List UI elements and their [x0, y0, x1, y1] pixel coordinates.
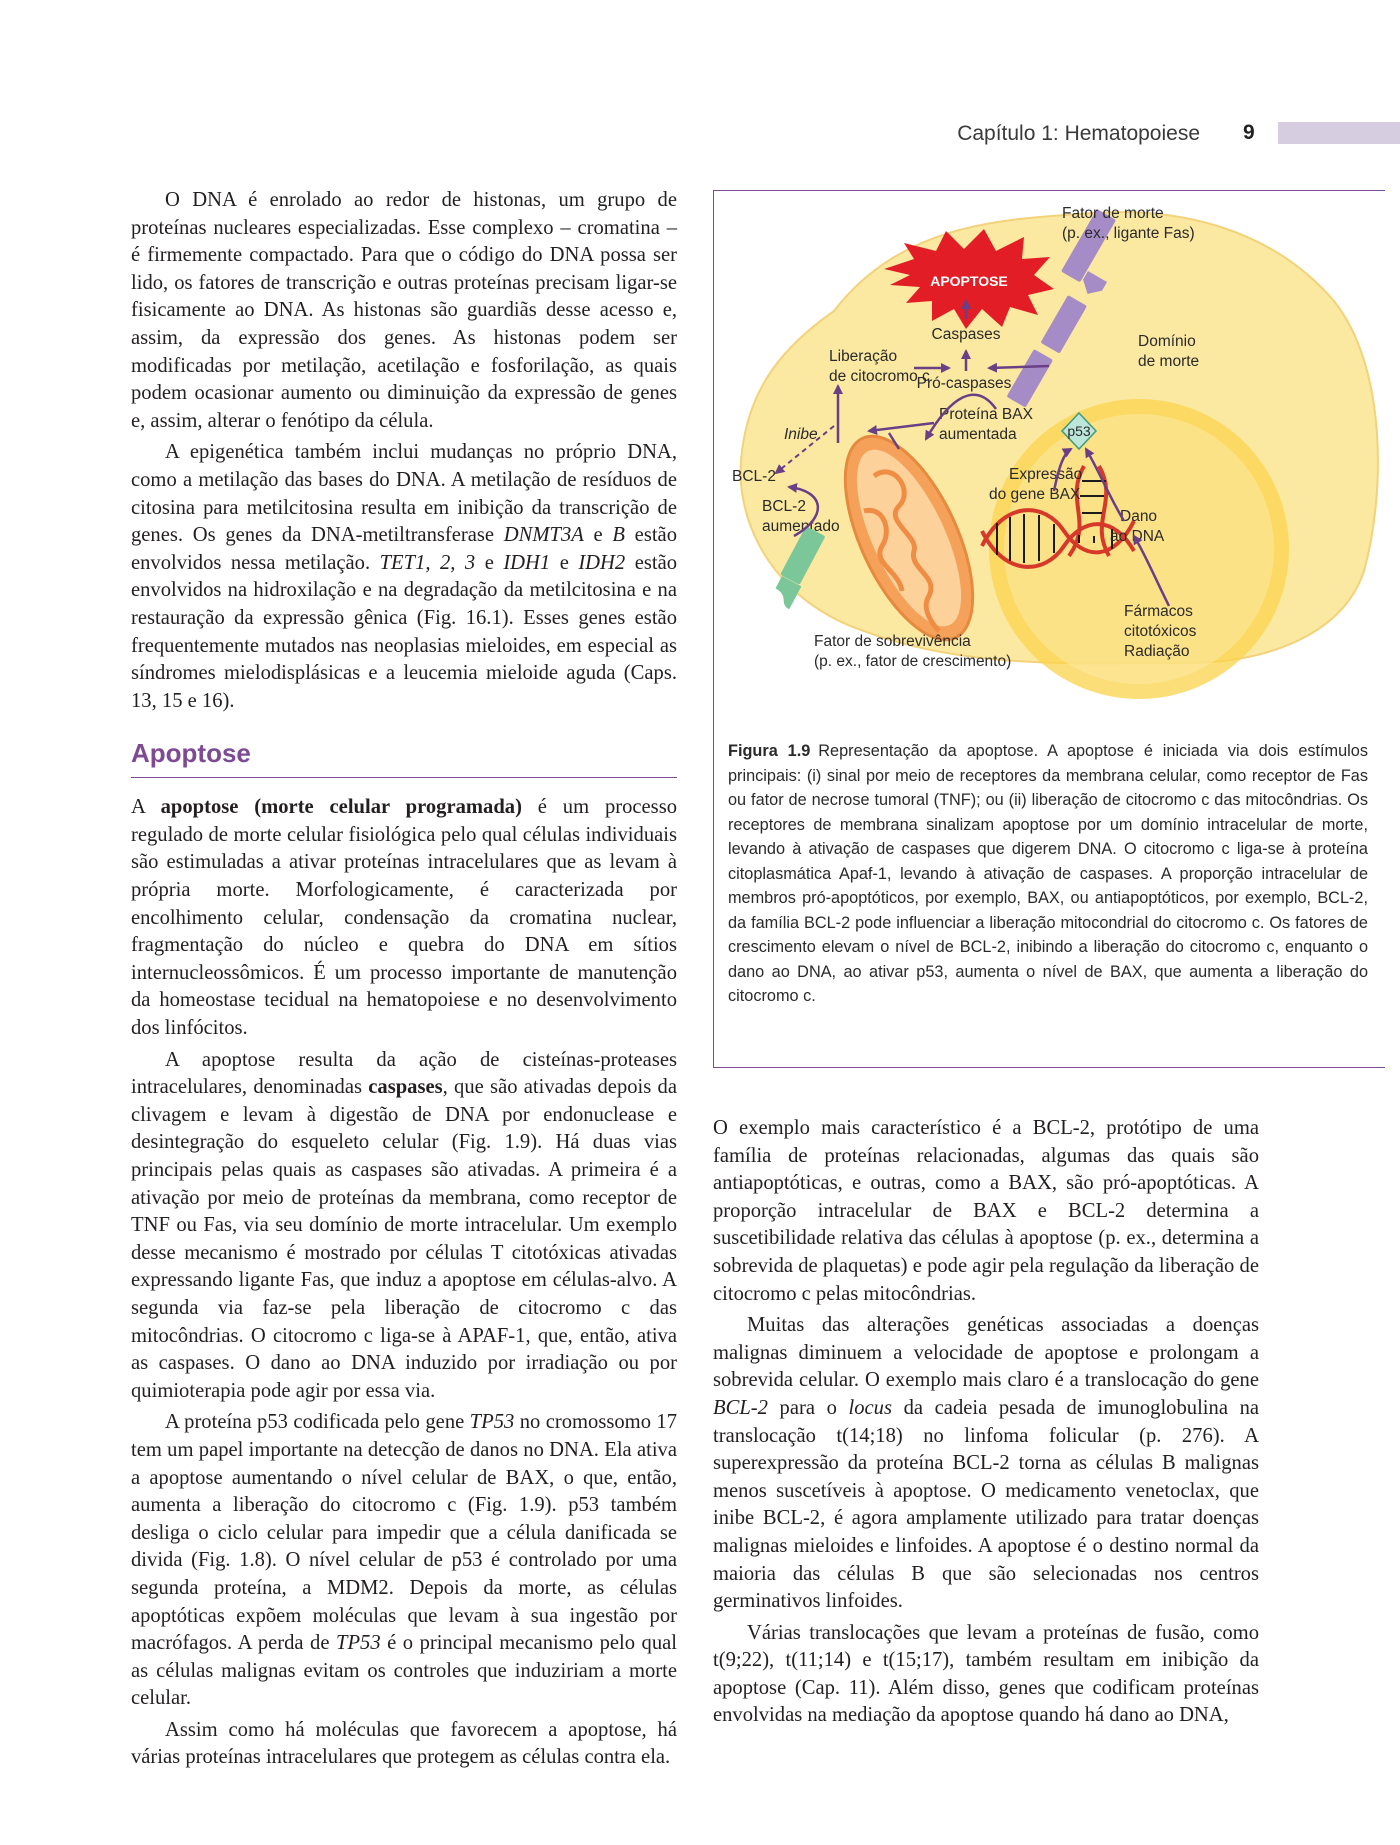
left-column: [131, 187, 677, 1772]
label-death-domain-2: de morte: [1138, 353, 1200, 370]
label-bax-expression-2: do gene BAX: [989, 486, 1081, 503]
header-color-bar: [1278, 122, 1400, 144]
running-head: [0, 122, 1400, 152]
label-bcl2-increased: BCL-2: [762, 498, 806, 515]
label-procaspases: Pró-caspases: [916, 375, 1012, 392]
label-dna-damage-2: ao DNA: [1110, 528, 1165, 545]
apoptosis-diagram: [714, 191, 1386, 731]
figure-caption: [728, 739, 1368, 1009]
figure-label: Figura 1.9: [728, 742, 811, 760]
label-cytochrome-release-2: de citocromo c: [829, 368, 930, 385]
page-number: 9: [1243, 121, 1255, 144]
label-dna-damage: Dano: [1120, 508, 1158, 525]
paragraph: A proteína p53 codificada pelo gene TP53 no cromossomo 17 tem um papel importante na detecção de danos no DNA. Ela ativa a apoptose aumentando o nível celular de BAX, o que, então, aumenta a liberação do citocromo c (Fig. 1.9). p53 também desliga o ciclo celular para impedir que a célula danificada se divida (Fig. 1.8). O nível celular de p53 é controlado por uma segunda proteína, a MDM2. Depois da morte, as células apoptóticas expõem moléculas que levam à sua ingestão por macrófagos. A perda de TP53 é o principal mecanismo pelo qual as células malignas evitam os controles que induziriam a morte celular.: [131, 1411, 677, 1710]
label-death-domain: Domínio: [1138, 333, 1196, 350]
label-survival-factor: Fator de sobrevivência: [814, 633, 971, 650]
label-cytochrome-release: Liberação: [829, 348, 898, 365]
apoptosis-label: APOPTOSE: [930, 273, 1008, 289]
label-bax-increased: aumentada: [939, 426, 1017, 443]
figure-1-9: [713, 190, 1385, 1068]
label-cytotoxic-drugs-2: citotóxicos: [1124, 623, 1197, 640]
figure-caption-text: Representação da apoptose. A apoptose é iniciada via dois estímulos principais: (i) sinal por meio de receptores da membrana celular, como receptor de Fas ou fator de necrose tumoral (TNF); ou (ii) liberação de citocromo c das mitocôndrias. Os receptores de membrana sinalizam apoptose por um domínio intracelular de morte, levando à ativação de caspases que digerem DNA. O citocromo c liga-se à proteína citoplasmática Apaf-1, levando à ativação de caspases. A proporção intracelular de membros pró-apoptóticos, por exemplo, BAX, ou antiapoptóticos, por exemplo, BCL-2, da família BCL-2 pode influenciar a liberação mitocondrial do citocromo c. Os fatores de crescimento elevam o nível de BCL-2, inibindo a liberação do citocromo c, enquanto o dano ao DNA, ao ativar p53, aumenta o nível de BAX, que aumenta a liberação do citocromo c.: [728, 742, 1368, 1005]
label-caspases: Caspases: [931, 326, 1001, 343]
label-bcl2: BCL-2: [732, 468, 776, 485]
label-death-factor: Fator de morte: [1062, 205, 1164, 222]
paragraph: A apoptose (morte celular programada) é um processo regulado de morte celular fisiológica pelo qual células individuais são estimuladas a ativar proteínas intracelulares que as levam à própria morte. Morfologicamente, é caracterizada por encolhimento celular, condensação da cromatina nuclear, fragmentação do núcleo e quebra do DNA em sítios internucleossômicos. É um processo importante de manutenção da homeostase tecidual na hematopoiese e no desenvolvimento dos linfócitos.: [131, 796, 678, 1040]
label-p53: p53: [1067, 423, 1091, 439]
paragraph: O DNA é enrolado ao redor de histonas, um grupo de proteínas nucleares especializadas. Esse complexo – cromatina – é firmemente compactado. Para que o código do DNA possa ser lido, os fatores de transcrição e outras proteínas precisam ligar-se fisicamente ao DNA. As histonas são guardiãs desse acesso e, assim, da expressão dos genes. As histonas podem ser modificadas por metilação, acetilação e fosforilação, as quais podem ocasionar aumento ou diminuição da expressão de genes e, assim, alterar o fenótipo da célula.: [131, 189, 677, 432]
label-bcl2-increased-2: aumentado: [762, 518, 840, 535]
paragraph: Várias translocações que levam a proteínas de fusão, como t(9;22), t(11;14) e t(15;17), também resultam em inibição da apoptose (Cap. 11). Além disso, genes que codificam proteínas envolvidas na mediação da apoptose quando há dano ao DNA,: [713, 1621, 1259, 1727]
label-death-factor-example: (p. ex., ligante Fas): [1062, 225, 1195, 242]
paragraph: Muitas das alterações genéticas associadas a doenças malignas diminuem a velocidade de apoptose e prolongam a sobrevida celular. O exemplo mais claro é a translocação do gene BCL-2 para o locus da cadeia pesada de imunoglobulina na translocação t(14;18) no linfoma folicular (p. 276). A superexpressão da proteína BCL-2 torna as células B malignas menos suscetíveis à apoptose. O medicamento venetoclax, que inibe BCL-2, é agora amplamente utilizado para tratar doenças malignas mieloides e linfoides. A apoptose é o destino normal da maioria das células B que são selecionadas nos centros germinativos linfoides.: [713, 1314, 1260, 1613]
label-survival-factor-example: (p. ex., fator de crescimento): [814, 653, 1012, 670]
chapter-title: Capítulo 1: Hematopoiese: [957, 122, 1200, 145]
paragraph: O exemplo mais característico é a BCL-2, protótipo de uma família de proteínas relacionadas, algumas das quais são antiapoptóticas, e outras, como a BAX, são pró-apoptóticas. A proporção intracelular de BAX e BCL-2 determina a suscetibilidade relativa das células à apoptose (p. ex., determina a sobrevida de plaquetas) e pode agir pela regulação da liberação de citocromo c pelas mitocôndrias.: [713, 1117, 1259, 1305]
paragraph: A apoptose resulta da ação de cisteínas-proteases intracelulares, denominadas caspases, que são ativadas depois da clivagem e levam à digestão de DNA por endonuclease e desintegração do esqueleto celular (Fig. 1.9). Há duas vias principais pelas quais as caspases são ativadas. A primeira é a ativação por meio de proteínas da membrana, como receptor de TNF ou Fas, via seu domínio de morte intracelular. Um exemplo desse mecanismo é mostrado por células T citotóxicas ativadas expressando ligante Fas, que induz a apoptose em células-alvo. A segunda via faz-se pela liberação de citocromo c das mitocôndrias. O citocromo c liga-se à APAF-1, que, então, ativa as caspases. O dano ao DNA induzido por irradiação ou por quimioterapia pode agir por essa via.: [131, 1048, 677, 1402]
right-column: [713, 1115, 1259, 1730]
label-cytotoxic-drugs: Fármacos: [1124, 603, 1193, 620]
paragraph: Assim como há moléculas que favorecem a apoptose, há várias proteínas intracelulares que protegem as células contra ela.: [131, 1718, 677, 1769]
paragraph: A epigenética também inclui mudanças no próprio DNA, como a metilação das bases do DNA. A metilação de resíduos de citosina para metilcitosina resulta em inibição da transcrição de genes. Os genes da DNA-metiltransferase DNMT3A e B estão envolvidos nessa metilação. TET1, 2, 3 e IDH1 e IDH2 estão envolvidos na hidroxilação e na degradação da metilcitosina e na restauração da expressão gênica (Fig. 16.1). Esses genes estão frequentemente mutados nas neoplasias mieloides, em especial as síndromes mielodisplásicas e a leucemia mieloide aguda (Caps. 13, 15 e 16).: [131, 441, 678, 712]
label-bax-expression: Expressão: [1009, 466, 1083, 483]
label-inhibits: Inibe: [784, 426, 818, 443]
section-heading: Apoptose: [131, 737, 677, 778]
label-bax-protein: Proteína BAX: [939, 406, 1033, 423]
label-radiation: Radiação: [1124, 643, 1190, 660]
